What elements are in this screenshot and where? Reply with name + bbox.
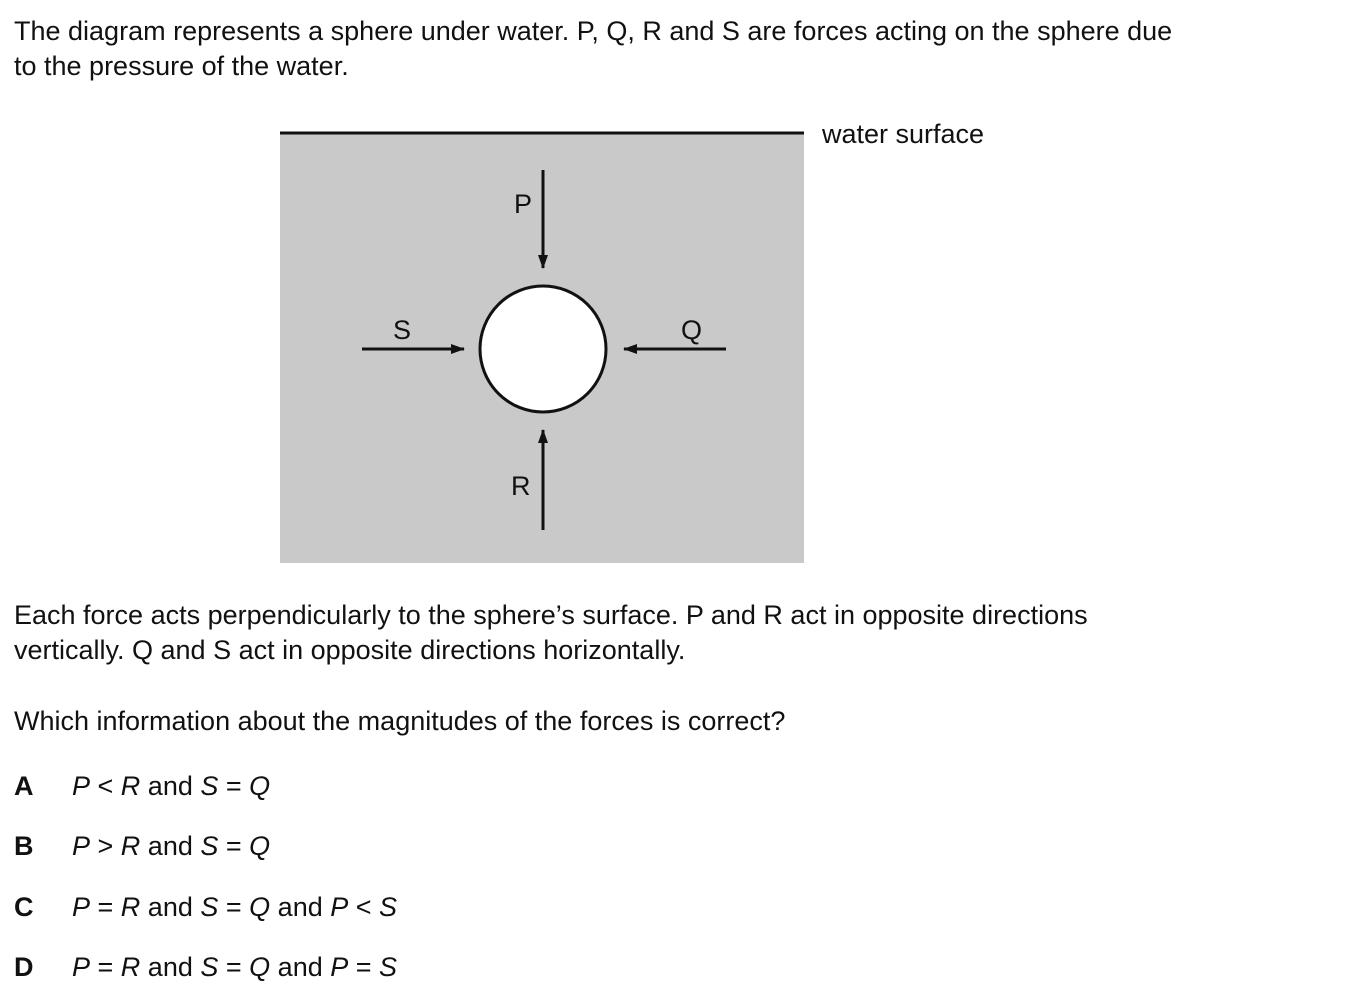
- variable: P: [72, 952, 91, 982]
- question-text: Which information about the magnitudes of the forces is correct?: [14, 706, 786, 736]
- variable: R: [120, 771, 141, 801]
- info-paragraph: [14, 598, 1334, 668]
- intro-line-2: to the pressure of the water.: [14, 51, 349, 81]
- connector: and: [140, 831, 201, 861]
- variable: S: [379, 892, 398, 922]
- operator: =: [218, 952, 250, 982]
- variable: P: [72, 771, 91, 801]
- variable: P: [72, 892, 91, 922]
- force-label-p: P: [514, 189, 533, 219]
- intro-line-1: The diagram represents a sphere under water. P, Q, R and S are forces acting on the sphere due: [14, 16, 1173, 46]
- info-line-1: Each force acts perpendicularly to the sphere’s surface. P and R act in opposite directions: [14, 600, 1088, 630]
- operator: =: [218, 831, 250, 861]
- water-surface-label: water surface: [822, 119, 985, 149]
- operator: <: [348, 892, 380, 922]
- variable: R: [120, 892, 141, 922]
- variable: Q: [249, 892, 271, 922]
- variable: S: [200, 771, 219, 801]
- operator: >: [90, 831, 121, 861]
- info-line-2: vertically. Q and S act in opposite directions horizontally.: [14, 635, 686, 665]
- force-label-s: S: [393, 315, 412, 345]
- variable: P: [72, 831, 91, 861]
- option-letter: B: [14, 831, 34, 861]
- operator: =: [218, 892, 250, 922]
- connector: and: [270, 952, 331, 982]
- variable: S: [200, 892, 219, 922]
- variable: S: [200, 831, 219, 861]
- operator: <: [90, 771, 121, 801]
- option-letter: C: [14, 892, 34, 922]
- option-letter: A: [14, 771, 34, 801]
- variable: P: [330, 892, 349, 922]
- option-expression: [72, 769, 270, 804]
- option-expression: [72, 890, 397, 925]
- force-label-r: R: [511, 471, 531, 501]
- connector: and: [140, 952, 201, 982]
- option-letter: D: [14, 952, 34, 982]
- variable: Q: [249, 952, 271, 982]
- operator: =: [348, 952, 380, 982]
- variable: S: [379, 952, 398, 982]
- operator: =: [90, 952, 121, 982]
- variable: Q: [249, 771, 271, 801]
- variable: S: [200, 952, 219, 982]
- variable: P: [330, 952, 349, 982]
- connector: and: [140, 892, 201, 922]
- option-expression: [72, 829, 270, 864]
- connector: and: [140, 771, 201, 801]
- variable: R: [120, 952, 141, 982]
- variable: Q: [249, 831, 271, 861]
- sphere: [480, 286, 606, 412]
- option-expression: [72, 950, 397, 985]
- connector: and: [270, 892, 331, 922]
- force-label-q: Q: [681, 315, 703, 345]
- operator: =: [218, 771, 250, 801]
- variable: R: [120, 831, 141, 861]
- operator: =: [90, 892, 121, 922]
